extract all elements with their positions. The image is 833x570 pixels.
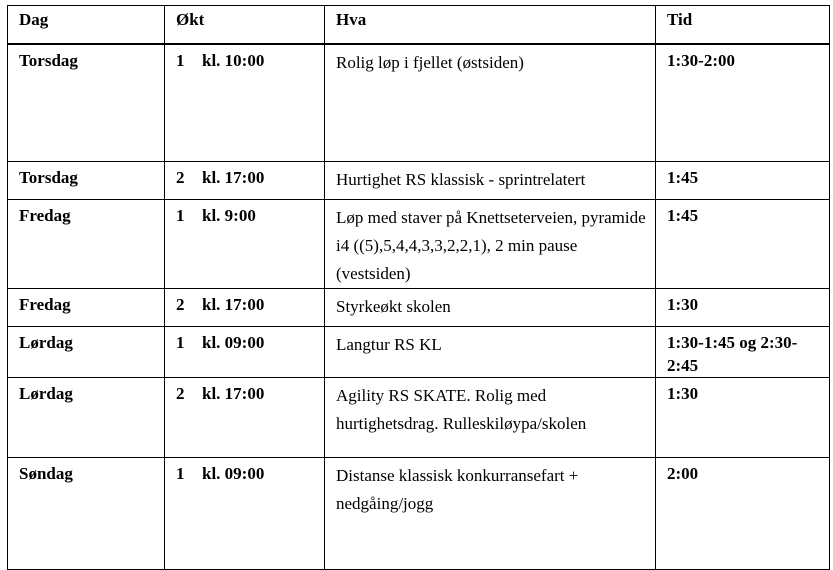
table-row [8, 162, 830, 200]
header-dag: Dag [8, 6, 165, 44]
table-row [8, 44, 830, 162]
day-cell: Torsdag [8, 162, 165, 200]
day-cell: Fredag [8, 200, 165, 289]
duration-cell: 2:00 [656, 458, 830, 570]
day-cell: Fredag [8, 289, 165, 327]
session-time: kl. 09:00 [202, 333, 265, 352]
session-number: 1 [176, 333, 185, 352]
session-time: kl. 10:00 [202, 50, 265, 70]
session-number: 2 [176, 295, 185, 314]
session-number: 1 [176, 50, 185, 70]
activity-cell: Langtur RS KL [325, 327, 656, 378]
duration-cell: 1:45 [656, 162, 830, 200]
duration-cell: 1:45 [656, 200, 830, 289]
duration-cell: 1:30 [656, 289, 830, 327]
duration-cell: 1:30-2:00 [656, 44, 830, 162]
table-row [8, 289, 830, 327]
session-cell [165, 200, 325, 289]
session-cell [165, 44, 325, 162]
session-time: kl. 9:00 [202, 206, 256, 225]
activity-cell: Agility RS SKATE. Rolig med hurtighetsdrag. Rulleskiløypa/skolen [325, 378, 656, 458]
session-time: kl. 17:00 [202, 295, 265, 314]
header-row [8, 6, 830, 44]
table-row [8, 378, 830, 458]
activity-cell: Hurtighet RS klassisk - sprintrelatert [325, 162, 656, 200]
session-cell [165, 378, 325, 458]
session-cell [165, 289, 325, 327]
table-row [8, 200, 830, 289]
day-cell: Søndag [8, 458, 165, 570]
activity-cell: Rolig løp i fjellet (østsiden) [325, 44, 656, 162]
header-okt: Økt [165, 6, 325, 44]
session-cell [165, 162, 325, 200]
table-row [8, 458, 830, 570]
activity-cell: Distanse klassisk konkurransefart + nedgåing/jogg [325, 458, 656, 570]
session-number: 2 [176, 384, 185, 403]
session-number: 2 [176, 168, 185, 187]
activity-cell: Løp med staver på Knettseterveien, pyramide i4 ((5),5,4,4,3,3,2,2,1), 2 min pause (vestsiden) [325, 200, 656, 289]
activity-cell: Styrkeøkt skolen [325, 289, 656, 327]
session-cell [165, 458, 325, 570]
session-number: 1 [176, 464, 185, 483]
day-cell: Torsdag [8, 44, 165, 162]
day-cell: Lørdag [8, 378, 165, 458]
session-number: 1 [176, 206, 185, 225]
session-time: kl. 17:00 [202, 384, 265, 403]
duration-cell: 1:30 [656, 378, 830, 458]
session-time: kl. 09:00 [202, 464, 265, 483]
session-time: kl. 17:00 [202, 168, 265, 187]
training-schedule-table [7, 5, 830, 570]
day-cell: Lørdag [8, 327, 165, 378]
duration-cell: 1:30-1:45 og 2:30-2:45 [656, 327, 830, 378]
header-hva: Hva [325, 6, 656, 44]
header-tid: Tid [656, 6, 830, 44]
session-cell [165, 327, 325, 378]
table-row [8, 327, 830, 378]
